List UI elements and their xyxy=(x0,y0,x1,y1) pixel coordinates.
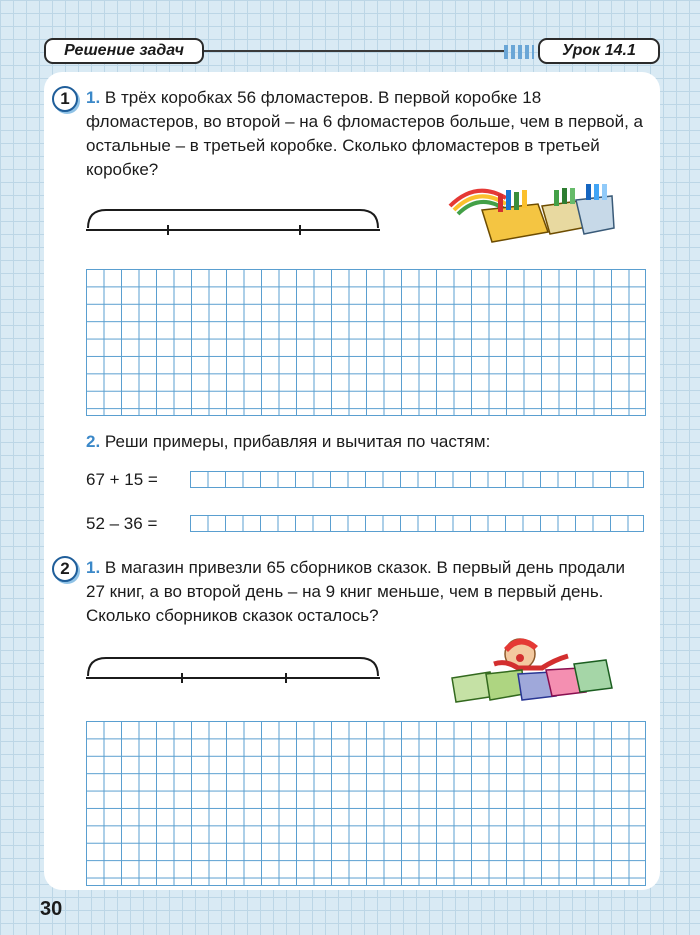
task-text: Реши примеры, прибавляя и вычитая по частям: xyxy=(104,432,491,451)
answer-grid-2[interactable] xyxy=(86,721,646,886)
task-text: В трёх коробках 56 фломастеров. В первой коробке 18 фломастеров, во второй – на 6 фломастеров больше, чем в первой, а остальные – в третьей коробке. Сколько фломастеров в третьей коробке? xyxy=(86,88,643,179)
segment-diagram-1 xyxy=(86,200,382,240)
topic-label xyxy=(44,38,204,64)
task-text: В магазин привезли 65 сборников сказок. В первый день продали 27 книг, а во второй день – на 9 книг меньше, чем в первый день. Сколько сборников сказок осталось? xyxy=(86,558,625,625)
answer-grid-1[interactable] xyxy=(86,269,646,416)
clown-books-illustration xyxy=(446,634,616,706)
lesson-text: Урок 14.1 xyxy=(562,42,636,59)
task-number: 2. xyxy=(86,432,101,451)
task-number: 1. xyxy=(86,558,101,577)
example-2: 52 – 36 = xyxy=(86,514,158,533)
badge-text: 2 xyxy=(60,559,70,578)
badge-text: 1 xyxy=(60,89,70,108)
lesson-label xyxy=(538,38,660,64)
example-2-answer-cells[interactable] xyxy=(190,515,644,532)
example-1-answer-cells[interactable] xyxy=(190,471,644,488)
block-badge-2 xyxy=(52,556,78,582)
page-number: 30 xyxy=(40,898,63,920)
segment-diagram-2 xyxy=(86,648,382,688)
task-2-1 xyxy=(86,556,646,628)
markers-boxes-illustration xyxy=(446,176,616,248)
header-rule xyxy=(204,50,504,52)
topic-text: Решение задач xyxy=(64,42,184,59)
header-stripes xyxy=(504,45,534,59)
block-badge-1 xyxy=(52,86,78,112)
task-1-2 xyxy=(86,430,490,454)
example-1: 67 + 15 = xyxy=(86,470,158,489)
task-number: 1. xyxy=(86,88,101,107)
task-1-1 xyxy=(86,86,646,182)
